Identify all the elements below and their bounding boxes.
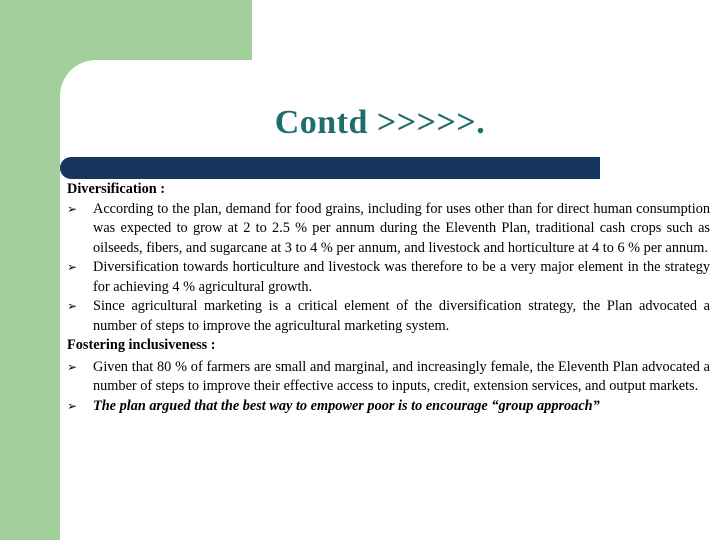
slide-content <box>67 180 710 416</box>
bullet-text-emphasis: The plan argued that the best way to empower poor is to encourage “group approach” <box>93 397 600 414</box>
title-underline-bar <box>60 157 600 179</box>
green-left-stripe <box>0 0 60 540</box>
arrow-bullet-icon: ➢ <box>67 260 78 274</box>
arrow-bullet-icon: ➢ <box>67 201 78 216</box>
bullet-text: Since agricultural marketing is a critical element of the diversification strategy, the Plan advocated a number of steps to improve the agricultural marketing system. <box>93 298 710 334</box>
bullet-text: Diversification towards horticulture and livestock was therefore to be a very major element in the strategy for achieving 4 % agricultural growth. <box>93 259 710 295</box>
bullet-text: Given that 80 % of farmers are small and marginal, and increasingly female, the Eleventh Plan advocated a number of steps to improve their effective access to inputs, credit, extension services, and output markets. <box>93 358 710 394</box>
arrow-bullet-icon: ➢ <box>67 398 78 413</box>
bullet-item <box>67 358 710 397</box>
section-heading-diversification: Diversification : <box>67 181 166 197</box>
arrow-bullet-icon: ➢ <box>67 299 78 313</box>
bullet-item <box>67 397 710 417</box>
bullet-item <box>67 297 710 336</box>
section-heading-inclusiveness: Fostering inclusiveness : <box>67 337 216 353</box>
bullet-text: According to the plan, demand for food grains, including for uses other than for direct human consumption was expected to grow at 2 to 2.5 % per annum during the Eleventh Plan, traditional cash crops such as oilseeds, fibers, and sugarcane at 3 to 4 % per annum, and livestock and horticulture at 4 to 6 % per annum. <box>93 200 710 256</box>
bullet-item <box>67 200 710 259</box>
bullet-item <box>67 258 710 297</box>
slide-title: Contd >>>>>. <box>274 104 486 141</box>
arrow-bullet-icon: ➢ <box>67 359 78 374</box>
